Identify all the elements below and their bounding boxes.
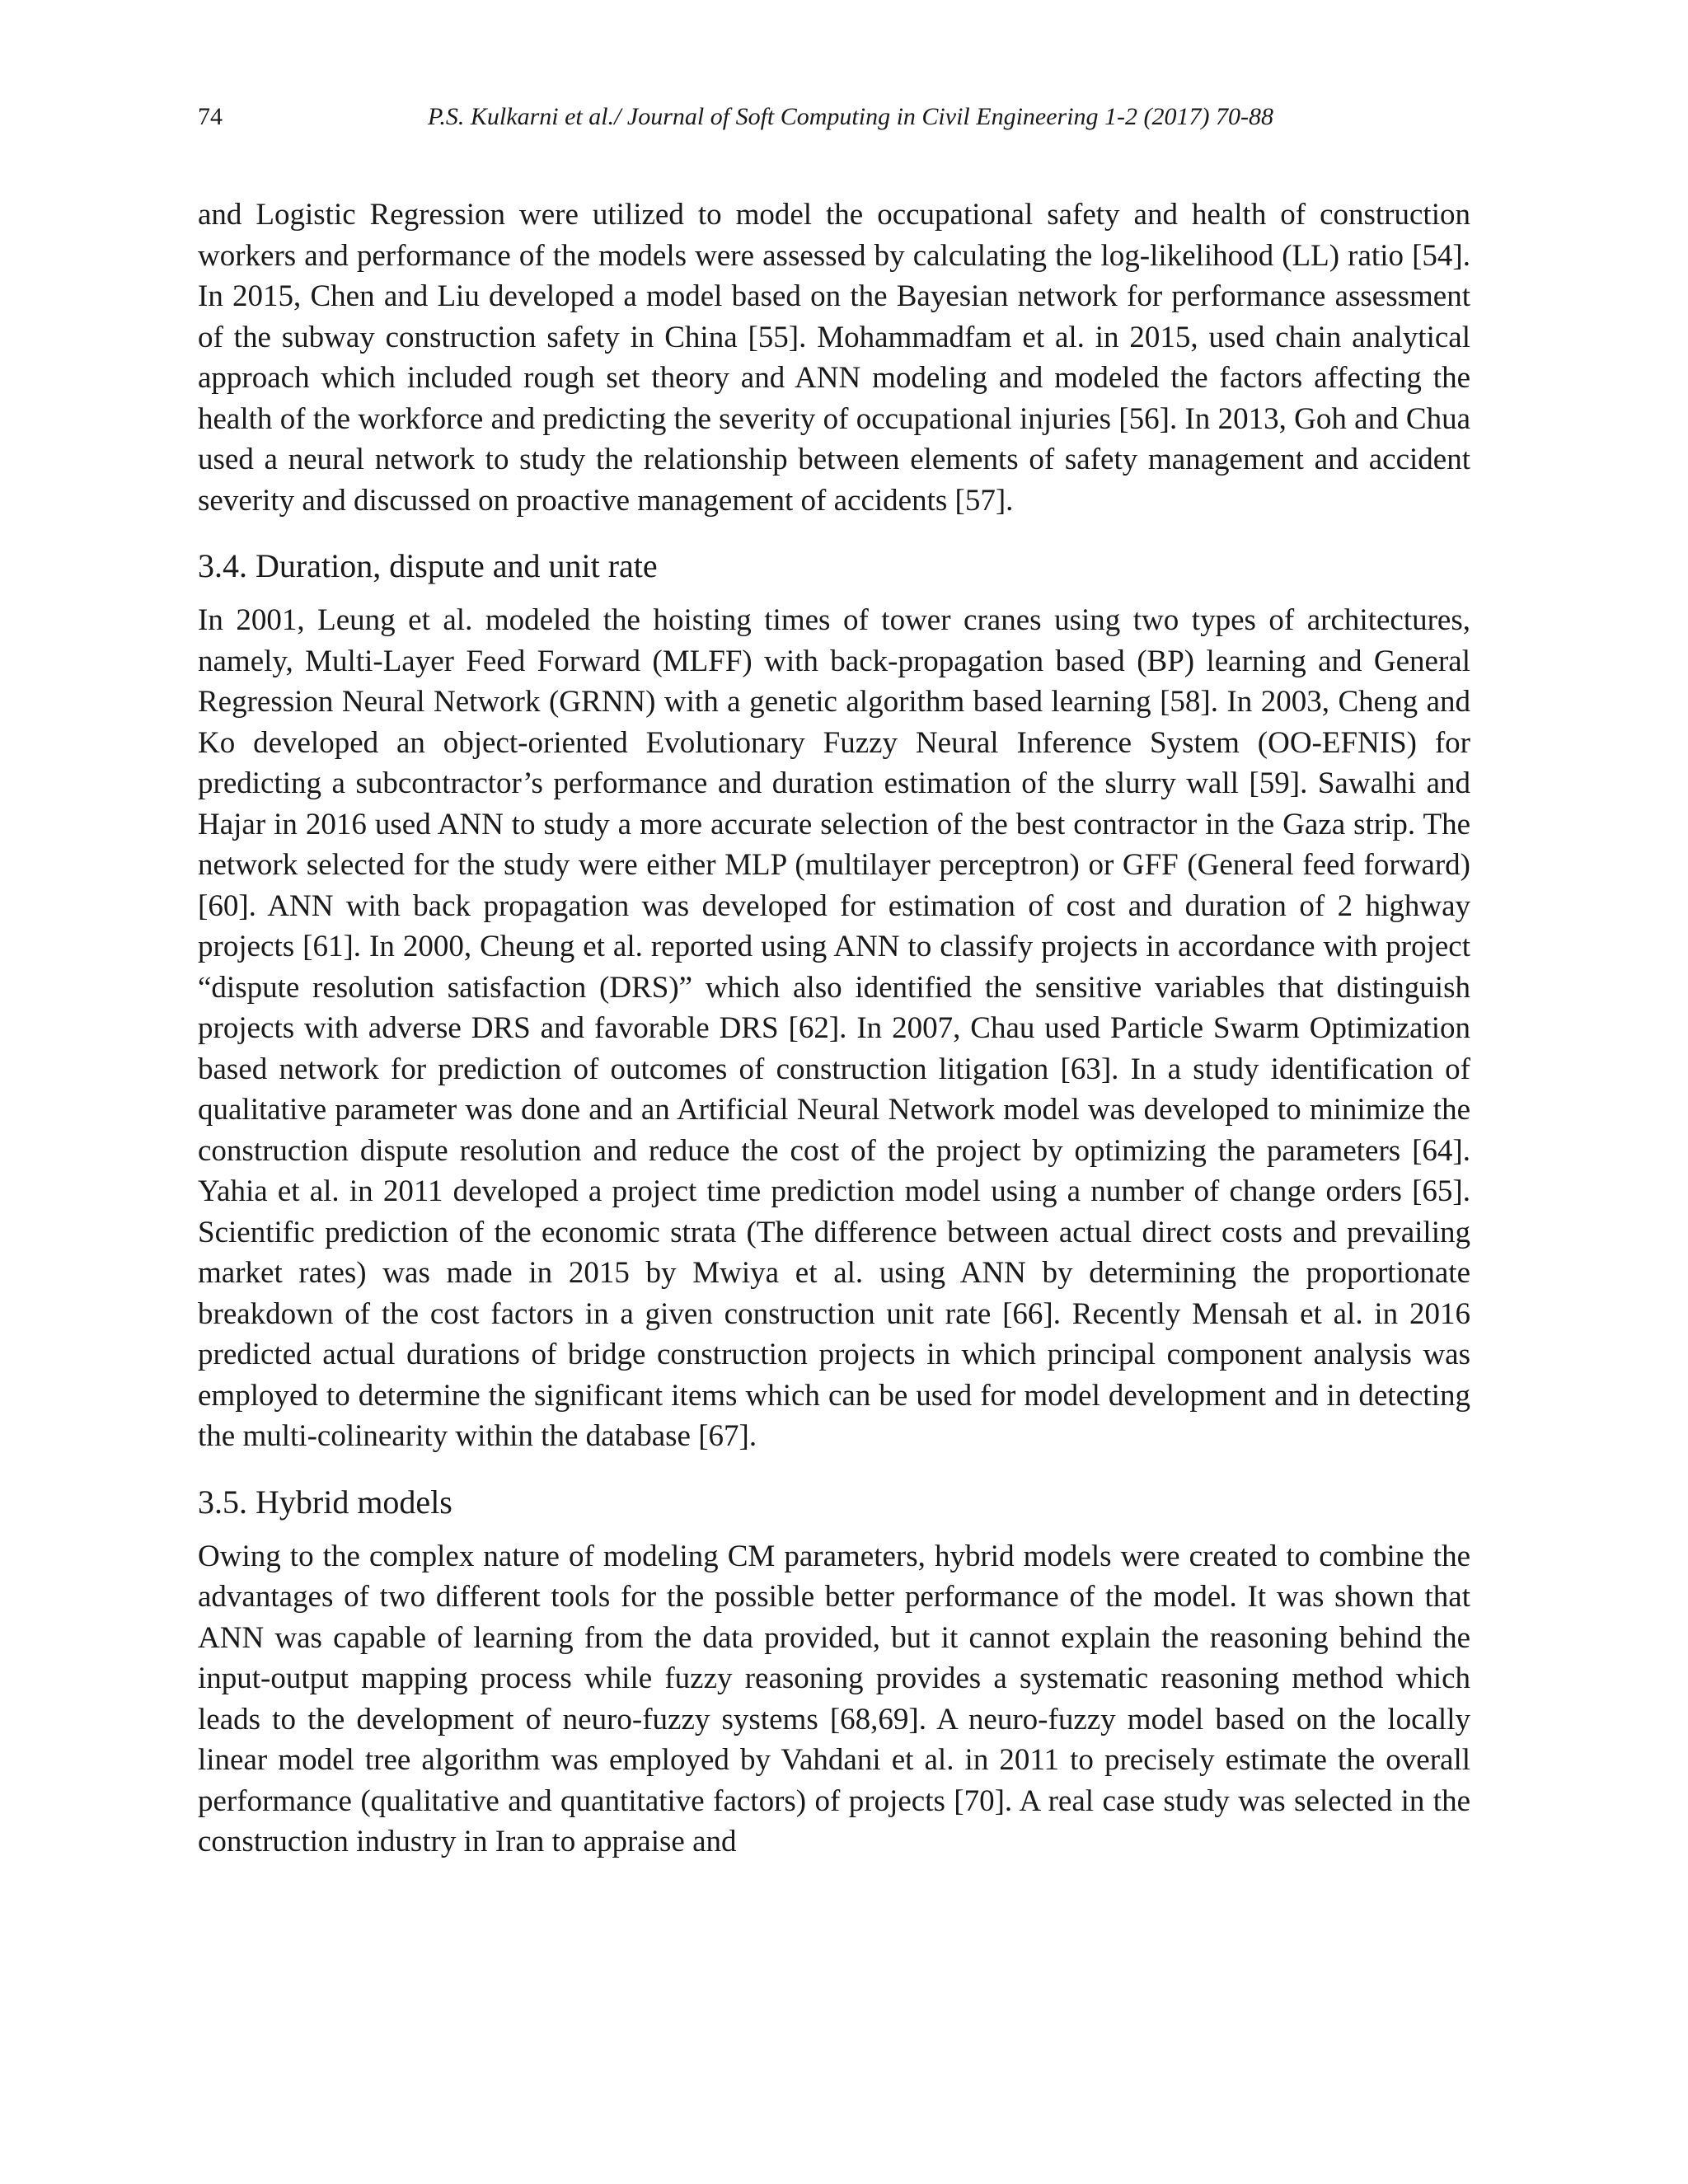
article-body: [198, 194, 1470, 1863]
running-header: [198, 101, 1470, 134]
page-number: 74: [198, 103, 223, 130]
intro-paragraph: and Logistic Regression were utilized to model the occupational safety and health of construction workers and performance of the models were assessed by calculating the log-likelihood (LL) ratio [54]. In 2015, Chen and Liu developed a model based on the Bayesian network for performance assessment of the subway construction safety in China [55]. Mohammadfam et al. in 2015, used chain analytical approach which included rough set theory and ANN modeling and modeled the factors affecting the health of the workforce and predicting the severity of occupational injuries [56]. In 2013, Goh and Chua used a neural network to study the relationship between elements of safety management and accident severity and discussed on proactive management of accidents [57].: [198, 198, 1470, 518]
journal-reference: P.S. Kulkarni et al./ Journal of Soft Computing in Civil Engineering 1-2 (2017) 70-88: [427, 103, 1274, 130]
section-heading-3-5: 3.5. Hybrid models: [198, 1483, 452, 1521]
section-3-5-paragraph: Owing to the complex nature of modeling CM parameters, hybrid models were created to combine the advantages of two different tools for the possible better performance of the model. It was shown that ANN was capable of learning from the data provided, but it cannot explain the reasoning behind the input-output mapping process while fuzzy reasoning provides a systematic reasoning method which leads to the development of neuro-fuzzy systems [68,69]. A neuro-fuzzy model based on the locally linear model tree algorithm was employed by Vahdani et al. in 2011 to precisely estimate the overall performance (qualitative and quantitative factors) of projects [70]. A real case study was selected in the construction industry in Iran to appraise and: [198, 1539, 1470, 1858]
section-heading-3-4: 3.4. Duration, dispute and unit rate: [198, 547, 658, 584]
section-3-4-paragraph: In 2001, Leung et al. modeled the hoisting times of tower cranes using two types of architectures, namely, Multi-Layer Feed Forward (MLFF) with back-propagation based (BP) learning and General Regression Neural Network (GRNN) with a genetic algorithm based learning [58]. In 2003, Cheng and Ko developed an object-oriented Evolutionary Fuzzy Neural Inference System (OO-EFNIS) for predicting a subcontractor’s performance and duration estimation of the slurry wall [59]. Sawalhi and Hajar in 2016 used ANN to study a more accurate selection of the best contractor in the Gaza strip. The network selected for the study were either MLP (multilayer perceptron) or GFF (General feed forward) [60]. ANN with back propagation was developed for estimation of cost and duration of 2 highway projects [61]. In 2000, Cheung et al. reported using ANN to classify projects in accordance with project “dispute resolution satisfaction (DRS)” which also identified the sensitive variables that distinguish projects with adverse DRS and favorable DRS [62]. In 2007, Chau used Particle Swarm Optimization based network for prediction of outcomes of construction litigation [63]. In a study identification of qualitative parameter was done and an Artificial Neural Network model was developed to minimize the construction dispute resolution and reduce the cost of the project by optimizing the parameters [64]. Yahia et al. in 2011 developed a project time prediction model using a number of change orders [65]. Scientific prediction of the economic strata (The difference between actual direct costs and prevailing market rates) was made in 2015 by Mwiya et al. using ANN by determining the proportionate breakdown of the cost factors in a given construction unit rate [66]. Recently Mensah et al. in 2016 predicted actual durations of bridge construction projects in which principal component analysis was employed to determine the significant items which can be used for model development and in detecting the multi-colinearity within the database [67].: [198, 603, 1470, 1453]
